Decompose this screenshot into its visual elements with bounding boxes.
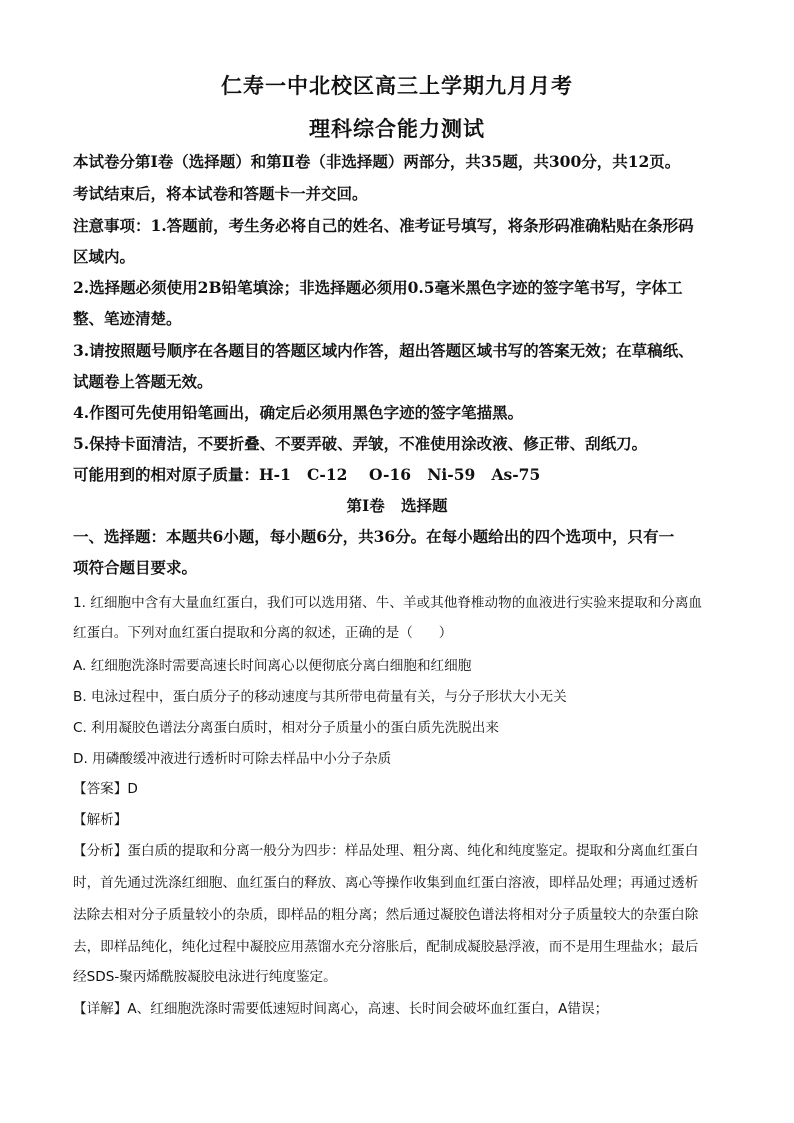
analysis-line: 经SDS-聚丙烯酰胺凝胶电泳进行纯度鉴定。	[73, 969, 337, 985]
answer-row	[73, 777, 723, 797]
answer-label: 【答案】	[73, 781, 128, 797]
analysis-line: 去，即样品纯化，纯化过程中凝胶应用蒸馏水充分溶胀后，配制成凝胶悬浮液，而不是用生理盐水；最后	[73, 939, 699, 955]
intro-line-1: 本试卷分第Ⅰ卷（选择题）和第Ⅱ卷（非选择题）两部分，共35题，共300分，共12页。	[73, 152, 681, 171]
section-title: 第Ⅰ卷 选择题	[346, 496, 448, 515]
option-b: B. 电泳过程中，蛋白质分子的移动速度与其所带电荷量有关，与分子形状大小无关	[73, 689, 567, 705]
intro-line-2: 考试结束后，将本试卷和答题卡一并交回。	[73, 184, 368, 203]
note-5: 5.保持卡面清洁，不要折叠、不要弄破、弄皱，不准使用涂改液、修正带、刮纸刀。	[73, 434, 648, 453]
section-instruction-line-2: 项符合题目要求。	[73, 558, 198, 577]
atomic-mass-line: 可能用到的相对原子质量：H-1 C-12 O-16 Ni-59 As-75	[73, 465, 541, 484]
section-instruction-line-1: 一、选择题：本题共6小题，每小题6分，共36分。在每小题给出的四个选项中，只有一	[73, 527, 675, 546]
note-1-line-1: 注意事项：1.答题前，考生务必将自己的姓名、准考证号填写，将条形码准确粘贴在条形码	[73, 216, 694, 235]
note-2-line-2: 整、笔迹清楚。	[73, 309, 182, 328]
detail-line: 【详解】A、红细胞洗涤时需要低速短时间离心，高速、长时间会破坏血红蛋白，A错误；	[73, 1001, 609, 1017]
question-1-stem-line-2: 红蛋白。下列对血红蛋白提取和分离的叙述，正确的是（ ）	[73, 625, 453, 641]
option-c: C. 利用凝胶色谱法分离蛋白质时，相对分子质量小的蛋白质先洗脱出来	[73, 720, 499, 736]
option-d: D. 用磷酸缓冲液进行透析时可除去样品中小分子杂质	[73, 751, 392, 767]
exam-title: 仁寿一中北校区高三上学期九月月考	[221, 73, 573, 98]
option-a: A. 红细胞洗涤时需要高速长时间离心以便彻底分离白细胞和红细胞	[73, 658, 472, 674]
analysis-line: 时，首先通过洗涤红细胞、血红蛋白的释放、离心等操作收集到血红蛋白溶液，即样品处理；再通过透析	[73, 875, 699, 891]
note-3-line-2: 试题卷上答题无效。	[73, 372, 213, 391]
note-4: 4.作图可先使用铅笔画出，确定后必须用黑色字迹的签字笔描黑。	[73, 403, 524, 422]
question-1-stem-line-1: 1. 红细胞中含有大量血红蛋白，我们可以选用猪、牛、羊或其他脊椎动物的血液进行实验来提取和分离血	[73, 595, 703, 611]
note-3-line-1: 3.请按照题号顺序在各题目的答题区域内作答，超出答题区域书写的答案无效；在草稿纸、	[73, 341, 694, 360]
analysis-line: 【分析】蛋白质的提取和分离一般分为四步：样品处理、粗分离、纯化和纯度鉴定。提取和分离血红蛋白	[73, 843, 699, 859]
analysis-label: 【解析】	[73, 812, 128, 828]
exam-subtitle: 理科综合能力测试	[309, 116, 485, 141]
note-2-line-1: 2.选择题必须使用2B铅笔填涂；非选择题必须用0.5毫米黑色字迹的签字笔书写，字体工	[73, 278, 683, 297]
answer-value: D	[127, 781, 138, 797]
analysis-line: 法除去相对分子质量较小的杂质，即样品的粗分离；然后通过凝胶色谱法将相对分子质量较大的杂蛋白除	[73, 907, 699, 923]
note-1-line-2: 区域内。	[73, 247, 136, 266]
